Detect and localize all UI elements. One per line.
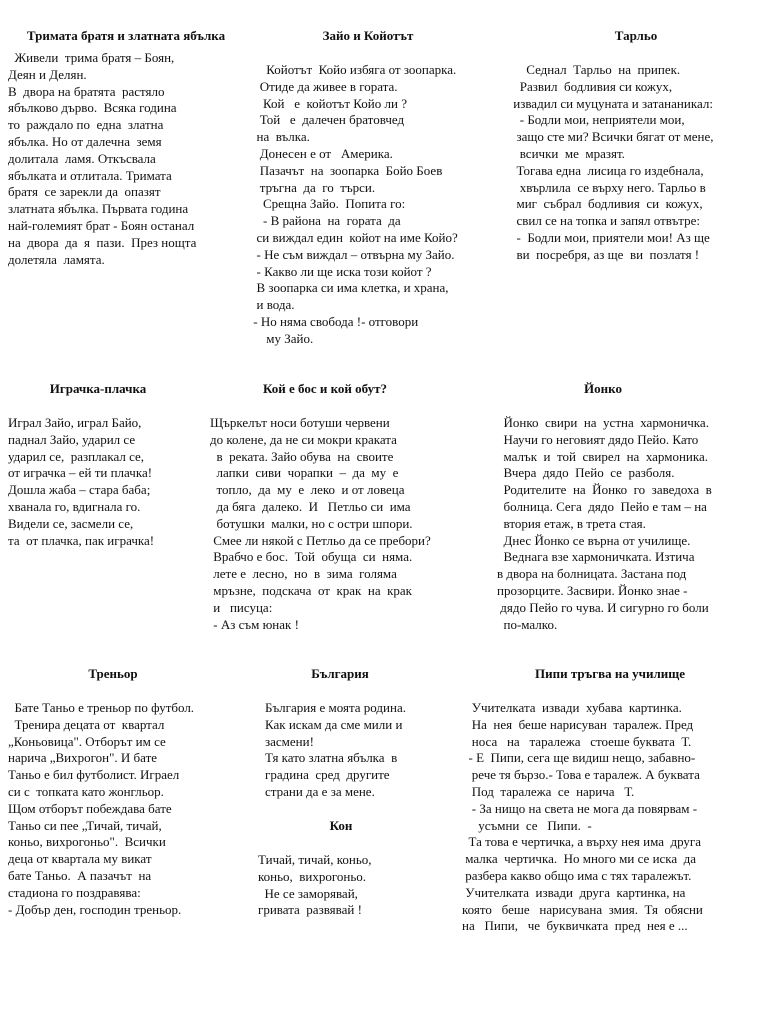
text-line: топло, да му е леко и от ловеца [210,482,405,498]
text-line: - В района на гората да [250,213,401,229]
text-line: извадил си муцуната и затананикал: [510,95,713,111]
text-line: златната ябълка. Първата година [8,201,189,217]
text-line: Научи го неговият дядо Пейо. Като [497,431,699,447]
text-line: тръгна да го търси. [250,179,376,195]
story-trenyor [8,666,248,918]
text-line: Развил бодливия си кожух, [510,78,673,94]
story-title: Кон [329,818,353,833]
text-line: коньо, вихрогоньо". Всички [8,834,166,850]
story-pipi [462,666,766,935]
text-line: Днес Йонко се върна от училище. [497,532,691,548]
text-line: носа на таралежа стоеше буквата Т. [462,733,692,749]
story-text [8,415,208,549]
text-line: ботушки малки, но с остри шпори. [210,515,413,531]
text-line: Той е далечен братовчед [250,112,405,128]
story-yonko [497,381,765,633]
story-zayo-i-koyotat [250,28,510,348]
text-line: засмени! [265,733,314,749]
text-line: та от плачка, пак играчка! [8,532,155,548]
text-line: на двора да я пази. През нощта [8,234,197,250]
text-line: защо сте ми? Всички бягат от мене, [510,129,714,145]
text-line: Отиде да живее в гората. [250,78,398,94]
text-line: хвърлила се върху него. Тарльо в [510,179,706,195]
text-line: най-големият брат - Боян останал [8,217,195,233]
text-line: Играл Зайо, играл Байо, [8,415,142,430]
text-line: Бате Таньо е треньор по футбол. [8,700,195,715]
text-line: Деян и Делян. [8,66,87,82]
text-line: ябълково дърво. Всяка година [8,100,177,116]
text-line: да бяга далеко. И Петльо си има [210,498,411,514]
text-line: - Аз съм юнак ! [210,616,299,632]
text-line: Живели трима братя – Боян, [8,50,175,65]
text-line: коньо, вихрогоньо. [258,868,367,884]
text-line: в двора на болницата. Застана под [497,566,687,582]
text-line: Веднага взе хармоничката. Изтича [497,549,695,565]
story-text [8,50,246,268]
text-line: Щъркелът носи ботуши червени [210,415,390,430]
text-line: Тогава една лисица го издебнала, [510,162,704,178]
text-line: деца от квартала му викат [8,851,152,867]
text-line: Тренира децата от квартал [8,716,165,732]
text-line: лете е лесно, но в зима голяма [210,566,397,582]
text-line: градина сред другите [265,767,390,783]
text-line: от играчка – ей ти плачка! [8,465,153,481]
text-line: В двора на братята растяло [8,83,165,99]
text-line: „Коньовица". Отборът им се [8,733,166,749]
text-line: Койотът Койо избяга от зоопарка. [250,62,457,77]
text-line: до колене, да не си мокри краката [210,431,397,447]
story-title: Тарльо [614,28,658,43]
text-line: и писуца: [210,599,273,615]
story-text [497,415,765,633]
text-line: братя се зарекли да опазят [8,184,161,200]
story-title: Треньор [88,666,138,681]
text-line: ви посребря, аз ще ви позлатя ! [510,246,700,262]
text-line: то раждало по една златна [8,117,164,133]
text-line: Врабчо е бос. Той обуща си няма. [210,549,413,565]
story-title: Тримата братя и златната ябълка [26,28,226,43]
text-line: втория етаж, в трета стая. [497,515,646,531]
text-line: страни да е за мене. [265,783,375,799]
text-line: Та това е чертичка, а върху нея има друга [462,834,702,850]
story-text [210,415,490,633]
text-line: разбера какво общо има с тях таралежът. [462,867,692,883]
text-line: дядо Пейо го чува. И сигурно го боли [497,599,709,615]
text-line: Седнал Тарльо на припек. [510,62,681,77]
text-line: Срещна Зайо. Попита го: [250,196,406,212]
text-line: на Пипи, че буквичката пред нея е ... [462,918,688,934]
text-line: - Не съм виждал – отвърна му Зайо. [250,246,455,262]
text-line: в реката. Зайо обува на своите [210,448,394,464]
text-line: На нея беше нарисуван таралеж. Пред [462,716,694,732]
text-line: - За нищо на света не мога да повярвам - [462,800,698,816]
story-title: Кой е бос и кой обут? [262,381,388,396]
text-line: Не се заморявай, [258,885,358,901]
text-line: лапки сиви чорапки – да му е [210,465,399,481]
text-line: паднал Зайо, ударил се [8,431,136,447]
text-line: мръзне, подскача от крак на крак [210,582,412,598]
text-line: болница. Сега дядо Пейо е там – на [497,498,707,514]
text-line: Видели се, засмели се, [8,515,134,531]
text-line: - Добър ден, господин треньор. [8,901,182,917]
text-line: която беше нарисувана змия. Тя обясни [462,901,703,917]
story-kon [258,818,448,919]
text-line: малък и той свирел на хармоника. [497,448,709,464]
story-bulgaria [265,666,455,801]
text-line: на вълка. [250,129,310,145]
story-igrachka-plachka [8,381,208,549]
text-line: Кой е койотът Койо ли ? [250,95,407,111]
text-line: Тя като златна ябълка в [265,750,398,766]
story-text [265,700,455,801]
text-line: и вода. [250,297,295,313]
text-line: усъмни се Пипи. - [462,817,592,833]
text-line: малка чертичка. Но много ми се иска да [462,851,697,867]
text-line: гривата развявай ! [258,902,362,918]
text-line: рече тя бързо.- Това е таралеж. А буквата [462,767,700,783]
text-line: - Какво ли ще иска този койот ? [250,263,432,279]
text-line: Смее ли някой с Петльо да се пребори? [210,532,431,548]
text-line: Таньо е бил футболист. Играел [8,767,180,783]
story-text [462,700,766,935]
text-line: си с топката като жонгльор. [8,783,164,799]
text-line: Учителката извади друга картинка, на [462,884,686,900]
text-line: - Е Пипи, сега ще видиш нещо, забавно- [462,750,696,766]
text-line: ударил се, разплакал се, [8,448,145,464]
story-text [8,700,248,918]
text-line: си виждал един койот на име Койо? [250,229,458,245]
story-tarlyo [510,28,768,264]
text-line: прозорците. Засвири. Йонко знае - [497,582,688,598]
text-line: хванала го, вдигнала го. [8,498,141,514]
story-koy-e-bos [210,381,490,633]
text-line: Под таралежа се нарича Т. [462,783,635,799]
text-line: долитала ламя. Откъсвала [8,150,156,166]
text-line: - Бодли мои, приятели мои! Аз ще [510,229,710,245]
story-trimata-bratya [8,28,246,268]
text-line: Учителката извади хубава картинка. [462,700,682,715]
text-line: Пазачът на зоопарка Бойо Боев [250,162,443,178]
text-line: Донесен е от Америка. [250,145,393,161]
text-line: Родителите на Йонко го заведоха в [497,482,712,498]
story-title: Зайо и Койотът [322,28,414,43]
text-line: ябълката и отлитала. Тримата [8,167,172,183]
text-line: стадиона го поздравява: [8,884,141,900]
text-line: свил се на топка и запял отвътре: [510,213,701,229]
text-line: по-малко. [497,616,558,632]
text-line: миг събрал бодливия си кожух, [510,196,703,212]
text-line: Щом отборът побеждава бате [8,800,172,816]
text-line: Таньо си пее „Тичай, тичай, [8,817,162,833]
text-line: му Зайо. [250,330,314,346]
story-text [258,852,448,919]
story-text [250,62,510,348]
story-title: Пипи тръгва на училище [535,666,685,681]
text-line: долетяла ламята. [8,251,105,267]
text-line: Тичай, тичай, коньо, [258,852,372,867]
text-line: нарича „Вихрогон". И бате [8,750,158,766]
text-line: Как искам да сме мили и [265,716,403,732]
text-line: Йонко свири на устна хармоничка. [497,415,709,430]
text-line: бате Таньо. А пазачът на [8,867,152,883]
text-line: всички ме мразят. [510,145,625,161]
text-line: България е моята родина. [265,700,406,715]
text-line: ябълка. Но от далечна земя [8,133,162,149]
text-line: - Но няма свобода !- отговори [250,313,419,329]
text-line: - Бодли мои, неприятели мои, [510,112,685,128]
story-title: Йонко [584,381,622,396]
story-text [510,62,768,264]
text-line: Дошла жаба – стара баба; [8,482,151,498]
text-line: В зоопарка си има клетка, и храна, [250,280,449,296]
story-title: България [311,666,369,681]
story-title: Играчка-плачка [49,381,147,396]
text-line: Вчера дядо Пейо се разболя. [497,465,675,481]
